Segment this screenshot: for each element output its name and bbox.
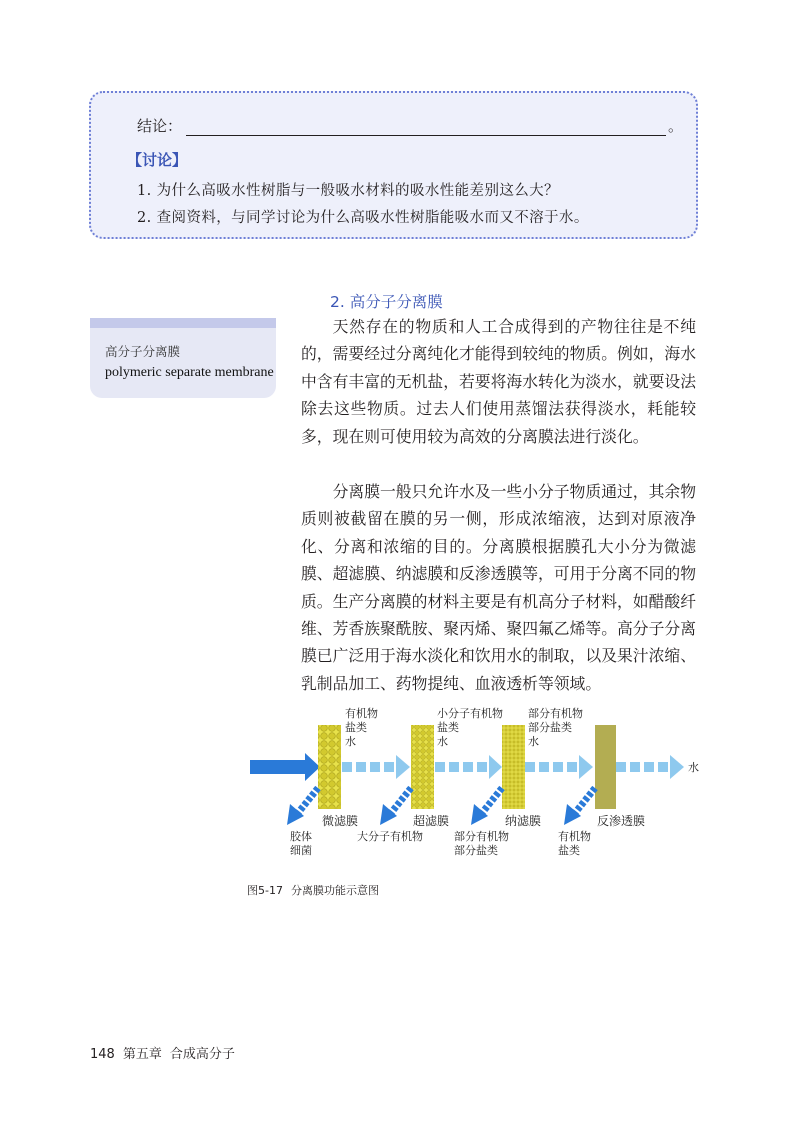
- reject-arrow-4: [564, 788, 595, 825]
- term-english: polymeric separate membrane: [105, 365, 274, 380]
- section-title: 2. 高分子分离膜: [330, 293, 443, 311]
- figure-number: 图5-17: [247, 884, 283, 897]
- transmission-arrow-2: [435, 755, 502, 779]
- page-footer: [90, 1043, 243, 1062]
- stage3-pass-line2: 部分盐类: [528, 721, 572, 734]
- discussion-box: [89, 91, 698, 239]
- reject-arrow-2: [380, 788, 411, 825]
- discussion-question-1: 1. 为什么高吸水性树脂与一般吸水材料的吸水性能差别这么大？: [137, 183, 559, 199]
- conclusion-blank: [186, 120, 666, 136]
- stage3-retained-line1: 部分有机物: [454, 830, 509, 843]
- membrane-ultrafiltration: [411, 725, 434, 809]
- transmission-arrow-1: [342, 755, 410, 779]
- membrane-nanofiltration: [502, 725, 525, 809]
- output-water-label: 水: [688, 761, 699, 774]
- membrane-label-1: 微滤膜: [322, 814, 359, 828]
- inlet-arrow: [250, 753, 320, 781]
- membrane-label-3: 纳滤膜: [505, 814, 542, 828]
- discussion-title: 【讨论】: [127, 151, 188, 169]
- stage3-retained-line2: 部分盐类: [454, 844, 498, 857]
- membrane-label-2: 超滤膜: [413, 814, 450, 828]
- membrane-reverse-osmosis: [595, 725, 616, 809]
- transmission-arrow-3: [525, 755, 593, 779]
- stage1-pass-line3: 水: [345, 735, 356, 748]
- paragraph-1: 天然存在的物质和人工合成得到的产物往往是不纯的，需要经过分离纯化才能得到较纯的物质。例如，海水中含有丰富的无机盐，若要将海水转化为淡水，就要设法除去这些物质。过去人们使用蒸馏法获得淡水，耗能较多，现在则可使用较为高效的分离膜法进行淡化。: [301, 317, 696, 446]
- stage2-retained-line1: 大分子有机物: [357, 830, 423, 843]
- transmission-arrow-4: [616, 755, 684, 779]
- glossary-sidebar: [90, 318, 276, 398]
- page-number: 148: [90, 1047, 115, 1062]
- conclusion-end: 。: [668, 117, 684, 135]
- membrane-microfiltration: [318, 725, 341, 809]
- stage1-pass-line2: 盐类: [345, 721, 367, 734]
- stage1-retained-line2: 细菌: [290, 844, 312, 857]
- reject-arrow-1: [287, 788, 318, 825]
- membrane-diagram: [0, 700, 800, 870]
- discussion-question-2: 2. 查阅资料，与同学讨论为什么高吸水性树脂能吸水而又不溶于水。: [137, 210, 589, 226]
- figure-caption-text: 分离膜功能示意图: [290, 884, 379, 897]
- conclusion-label: 结论：: [137, 117, 183, 135]
- sidebar-header-bar: [90, 318, 276, 328]
- stage3-pass-line1: 部分有机物: [528, 707, 583, 720]
- figure-caption: [247, 882, 387, 898]
- stage4-retained-line1: 有机物: [558, 830, 591, 843]
- stage2-pass-line1: 小分子有机物: [437, 707, 503, 720]
- reject-arrow-3: [471, 788, 502, 825]
- chapter-title: 合成高分子: [169, 1047, 235, 1062]
- stage3-pass-line3: 水: [528, 735, 539, 748]
- stage2-pass-line2: 盐类: [437, 721, 459, 734]
- membrane-label-4: 反渗透膜: [597, 814, 646, 828]
- stage1-retained-line1: 胶体: [290, 830, 312, 843]
- chapter-number: 第五章: [122, 1047, 162, 1062]
- stage1-pass-line1: 有机物: [345, 707, 378, 720]
- term-chinese: 高分子分离膜: [105, 344, 181, 359]
- stage2-pass-line3: 水: [437, 735, 448, 748]
- paragraph-2: 分离膜一般只允许水及一些小分子物质通过，其余物质则被截留在膜的另一侧，形成浓缩液，达到对原液净化、分离和浓缩的目的。分离膜根据膜孔大小分为微滤膜、超滤膜、纳滤膜和反渗透膜等，可用于分离不同的物质。生产分离膜的材料主要是有机高分子材料，如醋酸纤维、芳香族聚酰胺、聚丙烯、聚四氟乙烯等。高分子分离膜已广泛用于海水淡化和饮用水的制取，以及果汁浓缩、乳制品加工、药物提纯、血液透析等领域。: [301, 482, 696, 693]
- conclusion-line: [137, 115, 683, 136]
- stage4-retained-line2: 盐类: [558, 844, 580, 857]
